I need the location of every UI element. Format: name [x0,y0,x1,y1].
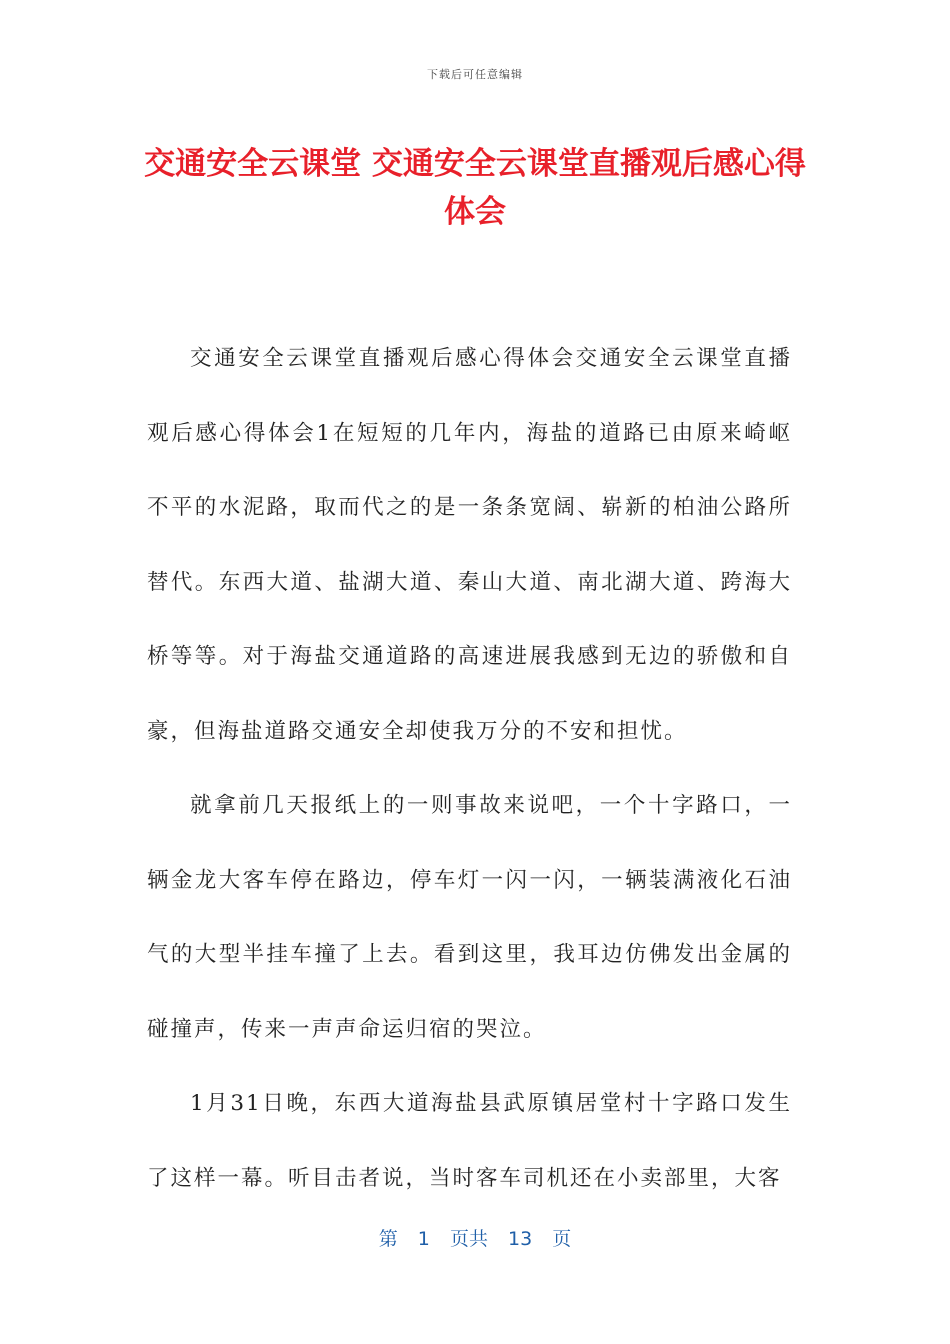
document-title: 交通安全云课堂 交通安全云课堂直播观后感心得体会 [144,146,806,230]
footer-page-number: 1 [417,1228,430,1250]
footer-suffix: 页 [552,1228,572,1250]
footer-total-pages: 13 [508,1228,533,1250]
page-footer [0,1224,950,1251]
paragraph-1: 交通安全云课堂直播观后感心得体会交通安全云课堂直播观后感心得体会1在短短的几年内，海盐的道路已由原来崎岖不平的水泥路，取而代之的是一条条宽阔、崭新的柏油公路所替代。东西大道、盐湖大道、秦山大道、南北湖大道、跨海大桥等等。对于海盐交通道路的高速进展我感到无边的骄傲和自豪，但海盐道路交通安全却使我万分的不安和担忧。 [147,346,792,744]
header-note: 下载后可任意编辑 [427,68,523,81]
paragraph-3: 1月31日晚，东西大道海盐县武原镇居堂村十字路口发生了这样一幕。听目击者说，当时客车司机还在小卖部里，大客 [147,1091,792,1191]
footer-prefix: 第 [378,1228,398,1250]
paragraph-2: 就拿前几天报纸上的一则事故来说吧，一个十字路口，一辆金龙大客车停在路边，停车灯一闪一闪，一辆装满液化石油气的大型半挂车撞了上去。看到这里，我耳边仿佛发出金属的碰撞声，传来一声声命运归宿的哭泣。 [147,793,792,1042]
footer-middle: 页共 [449,1228,488,1250]
document-body [147,322,792,1216]
